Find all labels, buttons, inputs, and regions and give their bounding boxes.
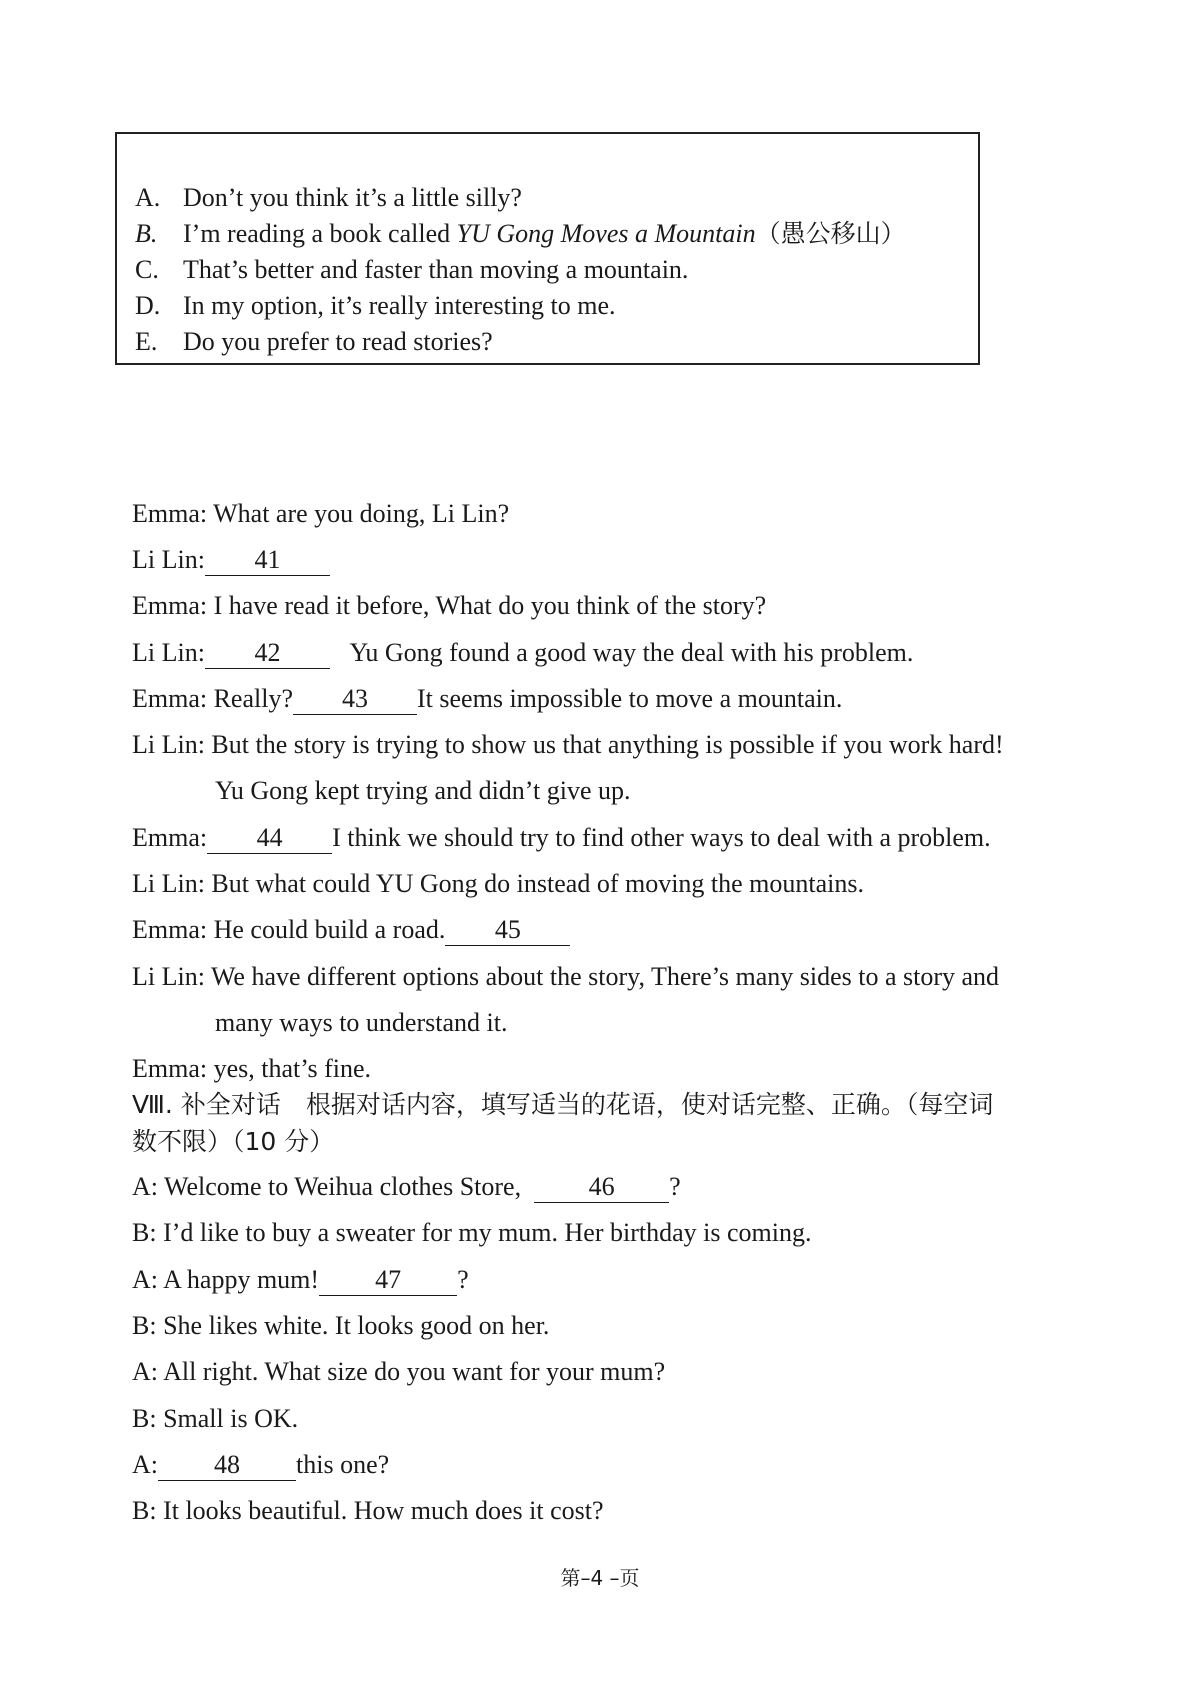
answer-blank: 41 [205,545,330,576]
section-heading-cont: 数不限）（10 分） [132,1127,335,1156]
option-c: C. That’s better and faster than moving a mountain. [135,255,689,284]
dialogue-line: B: I’d like to buy a sweater for my mum. Her birthday is coming. [132,1218,812,1247]
options-box [115,132,980,365]
option-e: E. Do you prefer to read stories? [135,327,493,356]
dialogue-line: Emma: What are you doing, Li Lin? [132,499,510,528]
dialogue-line: Emma: Really? 43 It seems impossible to move a mountain. [132,684,843,713]
answer-blank: 47 [319,1265,457,1296]
dialogue-line: B: Small is OK. [132,1404,299,1433]
dialogue-line: B: It looks beautiful. How much does it cost? [132,1496,604,1525]
answer-blank: 46 [534,1172,669,1203]
dialogue-line: Emma: 44 I think we should try to find other ways to deal with a problem. [132,823,991,852]
dialogue-line: Li Lin: But the story is trying to show us that anything is possible if you work hard! [132,730,1004,759]
dialogue-line: A: A happy mum! 47 ? [132,1265,469,1294]
dialogue-line: A: Welcome to Weihua clothes Store, 46 ? [132,1172,681,1201]
option-a: A. Don’t you think it’s a little silly? [135,183,522,212]
dialogue-line: Yu Gong kept trying and didn’t give up. [215,776,631,805]
dialogue-line: A: 48 this one? [132,1450,390,1479]
dialogue-line: Emma: yes, that’s fine. [132,1054,372,1083]
dialogue-line: Li Lin: 42 Yu Gong found a good way the deal with his problem. [132,638,914,667]
dialogue-line: Li Lin: 41 [132,540,330,580]
dialogue-line: Emma: He could build a road. 45 [132,910,570,950]
answer-blank: 44 [207,823,332,854]
answer-blank: 42 [205,638,330,669]
dialogue-line: many ways to understand it. [215,1008,508,1037]
option-b: B. I’m reading a book called YU Gong Moves a Mountain（愚公移山） [135,219,906,248]
dialogue-line: A: All right. What size do you want for your mum? [132,1357,666,1386]
book-title: YU Gong Moves a Mountain [456,219,756,248]
answer-blank: 45 [445,915,570,946]
page-number: 第–4 –页 [560,1566,640,1590]
option-d: D. In my option, it’s really interesting to me. [135,291,616,320]
dialogue-line: B: She likes white. It looks good on her. [132,1311,550,1340]
answer-blank: 43 [293,684,417,715]
dialogue-line: Emma: I have read it before, What do you think of the story? [132,591,767,620]
dialogue-line: Li Lin: But what could YU Gong do instead of moving the mountains. [132,869,865,898]
dialogue-line: Li Lin: We have different options about the story, There’s many sides to a story and [132,962,1000,991]
answer-blank: 48 [158,1450,296,1481]
section-heading: Ⅷ. 补全对话 根据对话内容，填写适当的花语，使对话完整、正确。（每空词 [132,1090,994,1119]
